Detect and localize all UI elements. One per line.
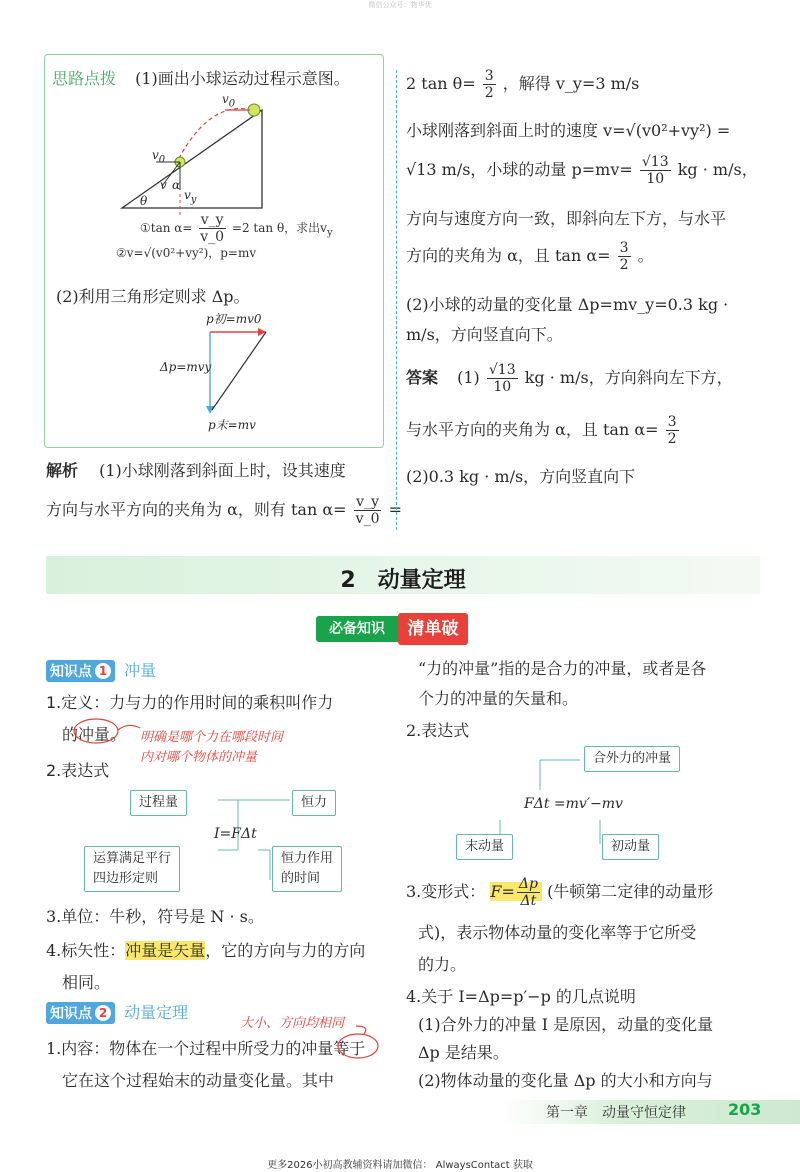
fig1-vy: $v_y$ xyxy=(184,188,197,206)
right2-about3: (2)物体动量的变化量 Δp 的大小和方向与 xyxy=(418,1071,713,1090)
right2-about2: Δp 是结果。 xyxy=(418,1043,509,1062)
hint-step2: (2)利用三角形定则求 Δp。 xyxy=(56,287,250,306)
fig2-final-momentum: p末=mv xyxy=(208,418,256,432)
kp1-vector-cont: 相同。 xyxy=(62,973,111,992)
answer-line1: 答案 (1) $\frac{√13}{10}$ kg · m/s，方向斜向左下方， xyxy=(406,362,733,395)
kp1-header xyxy=(46,658,156,682)
top-watermark: 微信公众号：物华优 xyxy=(368,1,432,9)
box-final-momentum: 末动量 xyxy=(456,834,513,860)
box-total-impulse: 合外力的冲量 xyxy=(584,746,680,772)
right2-variant2: 式)，表示物体动量的变化率等于它所受 xyxy=(418,923,697,942)
kp2-note: 大小、方向均相同 xyxy=(240,1016,345,1031)
hint-annotation-1: ①tan α= $\frac{v\_y}{v\_0}$ =2 tan θ，求出$v_y$ xyxy=(140,212,333,245)
analysis-label: 解析 xyxy=(46,461,79,480)
kp2-tag: 知识点 2 xyxy=(46,1002,115,1024)
fig1-alpha: α xyxy=(172,178,181,192)
kp2-content2: 它在这个过程始末的动量变化量。其中 xyxy=(62,1071,335,1090)
right2-about: 4.关于 I=Δp=p′−p 的几点说明 xyxy=(406,987,636,1006)
page-number: 203 xyxy=(728,1100,762,1119)
circle-mark-2 xyxy=(334,1024,394,1064)
right-line6: (2)小球的动量的变化量 Δp=mv_y=0.3 kg · xyxy=(406,295,729,314)
right2-variant: 3.变形式： F= $\frac{\Delta p}{\Delta t}$ (牛顿第二定律的动量形 xyxy=(406,876,714,909)
section-title: 2 动量定理 xyxy=(340,568,466,593)
kp1-title: 冲量 xyxy=(124,661,157,680)
right2-about1: (1)合外力的冲量 I 是原因，动量的变化量 xyxy=(418,1015,714,1034)
box-parallelogram-rule: 运算满足平行 四边形定则 xyxy=(84,846,180,892)
analysis-line2: 方向与水平方向的夹角为 α，则有 tan α= $\frac{v\_y}{v\_0}$ = xyxy=(46,494,402,527)
answer-label: 答案 xyxy=(406,368,439,387)
right-line2: 小球刚落到斜面上时的速度 v=√(v0²+vy²) = xyxy=(406,121,731,140)
kp2-header xyxy=(46,1000,188,1024)
box-initial-momentum: 初动量 xyxy=(602,834,659,860)
right-line3: √13 m/s，小球的动量 p=mv= $\frac{√13}{10}$ kg · m/s， xyxy=(406,154,758,187)
right-line1: 2 tan θ= $\frac{3}{2}$ ，解得 v_y=3 m/s xyxy=(406,68,640,101)
kp1-expr: 2.表达式 xyxy=(46,761,110,780)
footer-chapter: 第一章 动量守恒定律 xyxy=(546,1105,686,1121)
kp1-unit: 3.单位：牛秒，符号是 N · s。 xyxy=(46,907,264,926)
box-constant-force: 恒力 xyxy=(292,790,336,816)
box-force-time: 恒力作用 的时间 xyxy=(272,846,342,892)
kp1-note: 明确是哪个力在哪段时间 内对哪个物体的冲量 xyxy=(140,730,284,765)
kp1-formula: I=FΔt xyxy=(214,826,257,842)
kp1-tag: 知识点 1 xyxy=(46,660,115,682)
answer-line3: (2)0.3 kg · m/s，方向竖直向下 xyxy=(406,467,636,486)
box-process-quantity: 过程量 xyxy=(130,790,187,816)
fig1-v0-mid: $v_0$ xyxy=(152,148,166,166)
fig1-v: v xyxy=(160,178,167,192)
right-line4: 方向与速度方向一致，即斜向左下方，与水平 xyxy=(406,209,727,228)
answer-line2: 与水平方向的夹角为 α，且 tan α= $\frac{3}{2}$ xyxy=(406,414,677,447)
right2-p2: 个力的冲量的矢量和。 xyxy=(418,689,579,708)
hint-annotation-2: ②v=√(v0²+vy²)，p=mv xyxy=(116,246,257,260)
kp2-title: 动量定理 xyxy=(124,1003,189,1022)
right-line7: m/s，方向竖直向下。 xyxy=(406,325,563,344)
banner-required-knowledge: 必备知识 xyxy=(316,616,398,642)
right-line5: 方向的夹角为 α，且 tan α= $\frac{3}{2}$ 。 xyxy=(406,240,654,273)
kp2-content1: 1.内容：物体在一个过程中所受力的冲量等于 xyxy=(46,1039,366,1058)
kp1-def1: 1.定义：力与力的作用时间的乘积叫作力 xyxy=(46,693,334,712)
fig1-v0-top: $v_0$ xyxy=(222,92,236,110)
analysis-line1: 解析 (1)小球刚落到斜面上时，设其速度 xyxy=(46,461,346,480)
bottom-watermark: 更多2026小初高教辅资料请加微信： AlwaysContact 获取 xyxy=(267,1160,533,1171)
fig2-delta-p: Δp=mvy xyxy=(160,360,212,374)
column-divider xyxy=(396,70,397,530)
right2-variant3: 的力。 xyxy=(418,955,467,974)
hint-step1: (1)画出小球运动过程示意图。 xyxy=(135,69,350,88)
kp1-def2: 的冲量。 xyxy=(62,725,127,744)
right2-formula: FΔt =mv′−mv xyxy=(524,796,623,812)
fig1-theta: θ xyxy=(140,194,148,208)
kp1-vector: 4.标矢性：冲量是矢量，它的方向与力的方向 xyxy=(46,941,366,960)
hint-label: 思路点拨 xyxy=(52,69,117,88)
right2-expr: 2.表达式 xyxy=(406,721,470,740)
fig2-initial-momentum: p初=mv0 xyxy=(206,312,262,326)
banner-checklist: 清单破 xyxy=(398,613,468,645)
hint-header xyxy=(52,66,350,89)
right2-p1: “力的冲量”指的是合力的冲量，或者是各 xyxy=(418,659,707,678)
